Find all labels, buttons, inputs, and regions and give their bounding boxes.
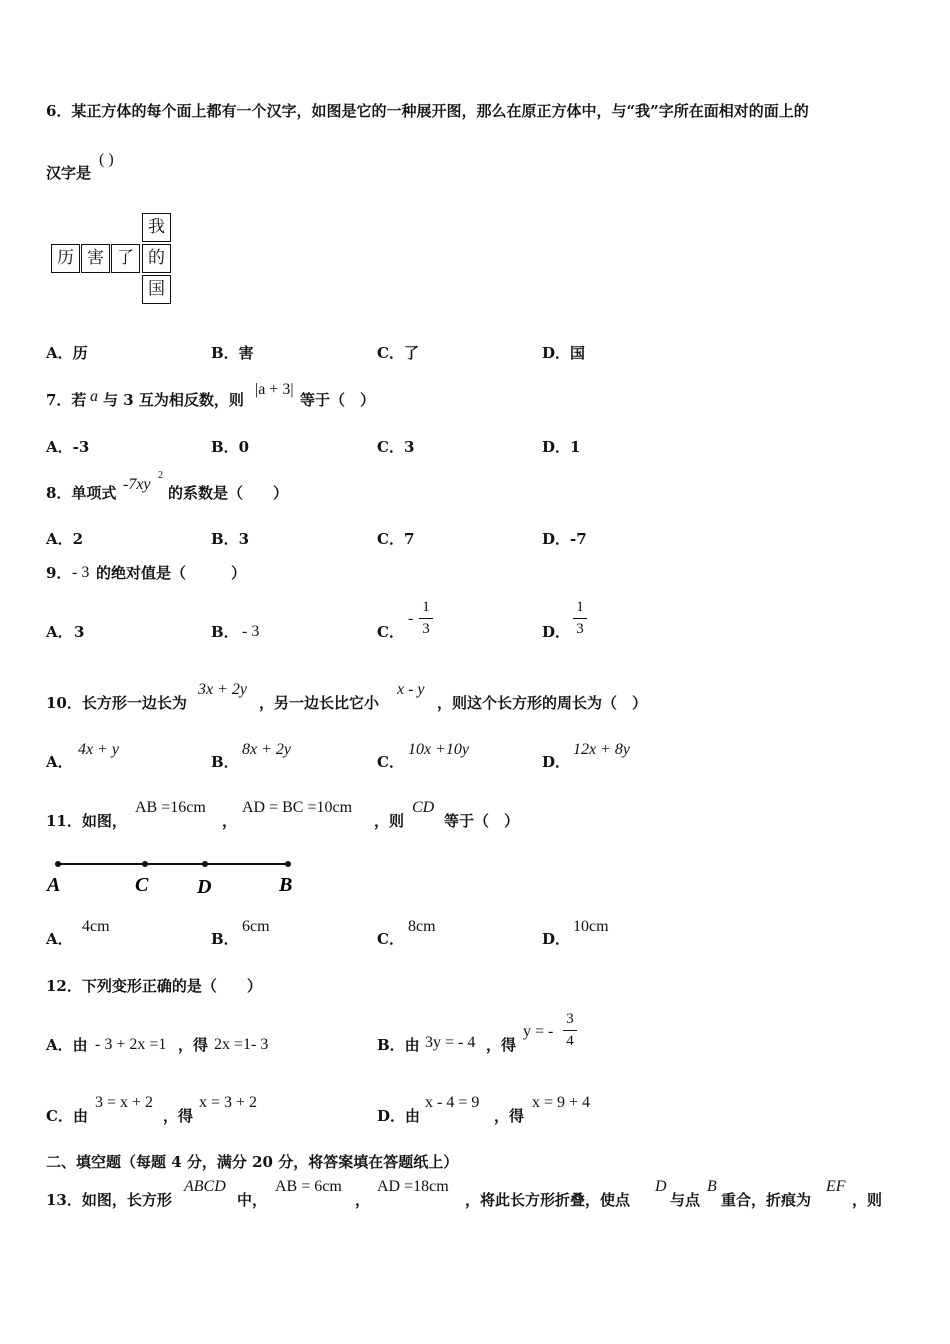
q10-option-d-label[interactable]: D． [542, 753, 571, 771]
q13-part-5: 与点 [670, 1191, 701, 1209]
q8-option-c[interactable]: C．7 [377, 530, 415, 548]
q9-option-a-value: 3 [74, 623, 85, 641]
q7-option-a[interactable]: A．-3 [46, 438, 90, 456]
q7-suffix: 等于（ ） [300, 391, 376, 409]
point-b-dot [285, 861, 291, 867]
q6-option-d[interactable]: D．国 [542, 344, 586, 362]
q8-option-b[interactable]: B．3 [211, 530, 250, 548]
q9-option-c-label[interactable]: C． [377, 623, 404, 641]
point-d-label: D [197, 876, 212, 898]
q6-text-line1: 6．某正方体的每个面上都有一个汉字，如图是它的一种展开图，那么在原正方体中，与“我”字所在面相对的面上的 [46, 102, 809, 120]
q11-option-c-value: 8cm [408, 918, 436, 935]
q11-expression-3: CD [412, 799, 435, 816]
q8-expression: -7xy [123, 476, 151, 493]
q7-var: a [90, 388, 98, 405]
q12-option-d-expression-2: x = 9 + 4 [532, 1094, 591, 1111]
q12-option-d-mid: ，得 [494, 1107, 525, 1125]
q11-comma: ， [222, 812, 238, 830]
net-cell-row-4: 的 [142, 244, 171, 273]
q7-option-d[interactable]: D．1 [542, 438, 581, 456]
q13-part-3: ， [355, 1191, 371, 1209]
net-cell-row-2: 害 [81, 244, 110, 273]
q12-option-b-expression-1: 3y = - 4 [425, 1034, 476, 1051]
q10-prefix: 10．长方形一边长为 [46, 694, 187, 712]
q8-suffix: 的系数是（ ） [168, 484, 289, 502]
q10-option-b-value: 8x + 2y [242, 741, 291, 758]
fraction-denominator: 4 [566, 1033, 574, 1049]
q10-expression-2: x - y [397, 681, 425, 698]
fraction-numerator: 1 [576, 599, 584, 615]
q10-option-d-value: 12x + 8y [573, 741, 630, 758]
q12-option-a-mid: ，得 [178, 1036, 209, 1054]
q9-option-d-fraction [573, 600, 587, 637]
net-cell-top: 我 [142, 213, 171, 242]
q7-option-b[interactable]: B．0 [211, 438, 250, 456]
q6-text-line2: 汉字是 [46, 164, 92, 182]
q6-option-a[interactable]: A．历 [46, 344, 88, 362]
q7-expression: |a + 3| [255, 381, 294, 398]
q11-option-d-label[interactable]: D． [542, 930, 571, 948]
q9-option-b-value: - 3 [242, 623, 260, 640]
q13-prefix: 13．如图，长方形 [46, 1191, 172, 1209]
q12-option-b-expression-2: y = - [523, 1023, 554, 1040]
q12-option-c-prefix[interactable]: C．由 [46, 1107, 88, 1125]
q8-option-a[interactable]: A．2 [46, 530, 84, 548]
q9-prefix: 9． [46, 564, 72, 582]
q8-option-d[interactable]: D．-7 [542, 530, 587, 548]
q12-option-c-expression-2: x = 3 + 2 [199, 1094, 258, 1111]
q7-mid: 与 3 互为相反数，则 [103, 391, 244, 409]
q11-option-a-value: 4cm [82, 918, 110, 935]
segment-figure [44, 855, 304, 900]
section-2-heading: 二、填空题（每题 4 分，满分 20 分，将答案填在答题纸上） [46, 1153, 459, 1171]
point-a-label: A [47, 874, 61, 896]
q11-option-a-label[interactable]: A． [46, 930, 73, 948]
fraction-bar [573, 618, 587, 619]
q9-suffix: 的绝对值是（ ） [96, 564, 247, 582]
q12-option-d-prefix[interactable]: D．由 [377, 1107, 421, 1125]
q6-option-c[interactable]: C．了 [377, 344, 419, 362]
point-c-label: C [135, 874, 149, 896]
q6-answer-paren: ( ) [99, 151, 114, 168]
q10-option-c-label[interactable]: C． [377, 753, 404, 771]
q12-option-b-mid: ，得 [486, 1036, 517, 1054]
net-cell-row-1: 历 [51, 244, 80, 273]
point-a-dot [55, 861, 61, 867]
q10-option-a-label[interactable]: A． [46, 753, 73, 771]
q12-option-d-expression-1: x - 4 = 9 [425, 1094, 480, 1111]
q13-part-4: ，将此长方形折叠，使点 [465, 1191, 631, 1209]
fraction-bar [419, 618, 433, 619]
q11-option-d-value: 10cm [573, 918, 609, 935]
q13-expression-1: ABCD [184, 1178, 226, 1195]
q9-option-b-label[interactable]: B． [211, 623, 239, 641]
q12-option-a-prefix[interactable]: A．由 [46, 1036, 88, 1054]
q13-expression-6: EF [826, 1178, 846, 1195]
q11-option-b-label[interactable]: B． [211, 930, 239, 948]
point-d-dot [202, 861, 208, 867]
q7-option-c[interactable]: C．3 [377, 438, 415, 456]
q13-expression-4: D [655, 1178, 667, 1195]
q11-option-b-value: 6cm [242, 918, 270, 935]
q13-expression-5: B [707, 1178, 717, 1195]
q9-expression: - 3 [72, 564, 90, 581]
fraction-numerator: 3 [566, 1011, 574, 1027]
q11-prefix: 11．如图， [46, 812, 127, 830]
q12-option-a-expression-1: - 3 + 2x =1 [95, 1036, 167, 1053]
q9-option-a-label[interactable]: A． [46, 623, 73, 641]
fraction-denominator: 3 [422, 621, 430, 637]
q12-option-a-expression-2: 2x =1- 3 [214, 1036, 269, 1053]
q11-mid: ，则 [374, 812, 405, 830]
q12-option-c-mid: ，得 [163, 1107, 194, 1125]
q12-option-b-fraction [563, 1012, 577, 1049]
q13-expression-2: AB = 6cm [275, 1178, 342, 1195]
q9-option-c-fraction [419, 600, 433, 637]
point-c-dot [142, 861, 148, 867]
q13-part-7: ，则 [852, 1191, 883, 1209]
net-cell-bottom: 国 [142, 275, 171, 304]
q12-title: 12．下列变形正确的是（ ） [46, 977, 262, 995]
point-b-label: B [279, 874, 293, 896]
q13-part-2: 中， [237, 1191, 268, 1209]
q8-exponent: 2 [158, 470, 163, 481]
fraction-denominator: 3 [576, 621, 584, 637]
q12-option-b-prefix[interactable]: B．由 [377, 1036, 420, 1054]
q10-option-b-label[interactable]: B． [211, 753, 239, 771]
q10-mid: ，另一边长比它小 [259, 694, 380, 712]
q10-option-a-value: 4x + y [78, 741, 119, 758]
q9-option-d-label[interactable]: D． [542, 623, 571, 641]
q11-option-c-label[interactable]: C． [377, 930, 404, 948]
q7-prefix: 7．若 [46, 391, 87, 409]
q6-option-b[interactable]: B．害 [211, 344, 254, 362]
q13-expression-3: AD =18cm [377, 1178, 449, 1195]
net-cell-row-3: 了 [111, 244, 140, 273]
q9-option-c-sign: - [408, 610, 414, 627]
q10-expression-1: 3x + 2y [198, 681, 247, 698]
q11-suffix: 等于（ ） [444, 812, 520, 830]
fraction-bar [563, 1030, 577, 1031]
q13-part-6: 重合，折痕为 [721, 1191, 812, 1209]
q11-expression-2: AD = BC =10cm [242, 799, 353, 816]
q8-prefix: 8．单项式 [46, 484, 117, 502]
q10-suffix: ，则这个长方形的周长为（ ） [437, 694, 648, 712]
q10-option-c-value: 10x +10y [408, 741, 469, 758]
q12-option-c-expression-1: 3 = x + 2 [95, 1094, 154, 1111]
q11-expression-1: AB =16cm [135, 799, 206, 816]
fraction-numerator: 1 [422, 599, 430, 615]
